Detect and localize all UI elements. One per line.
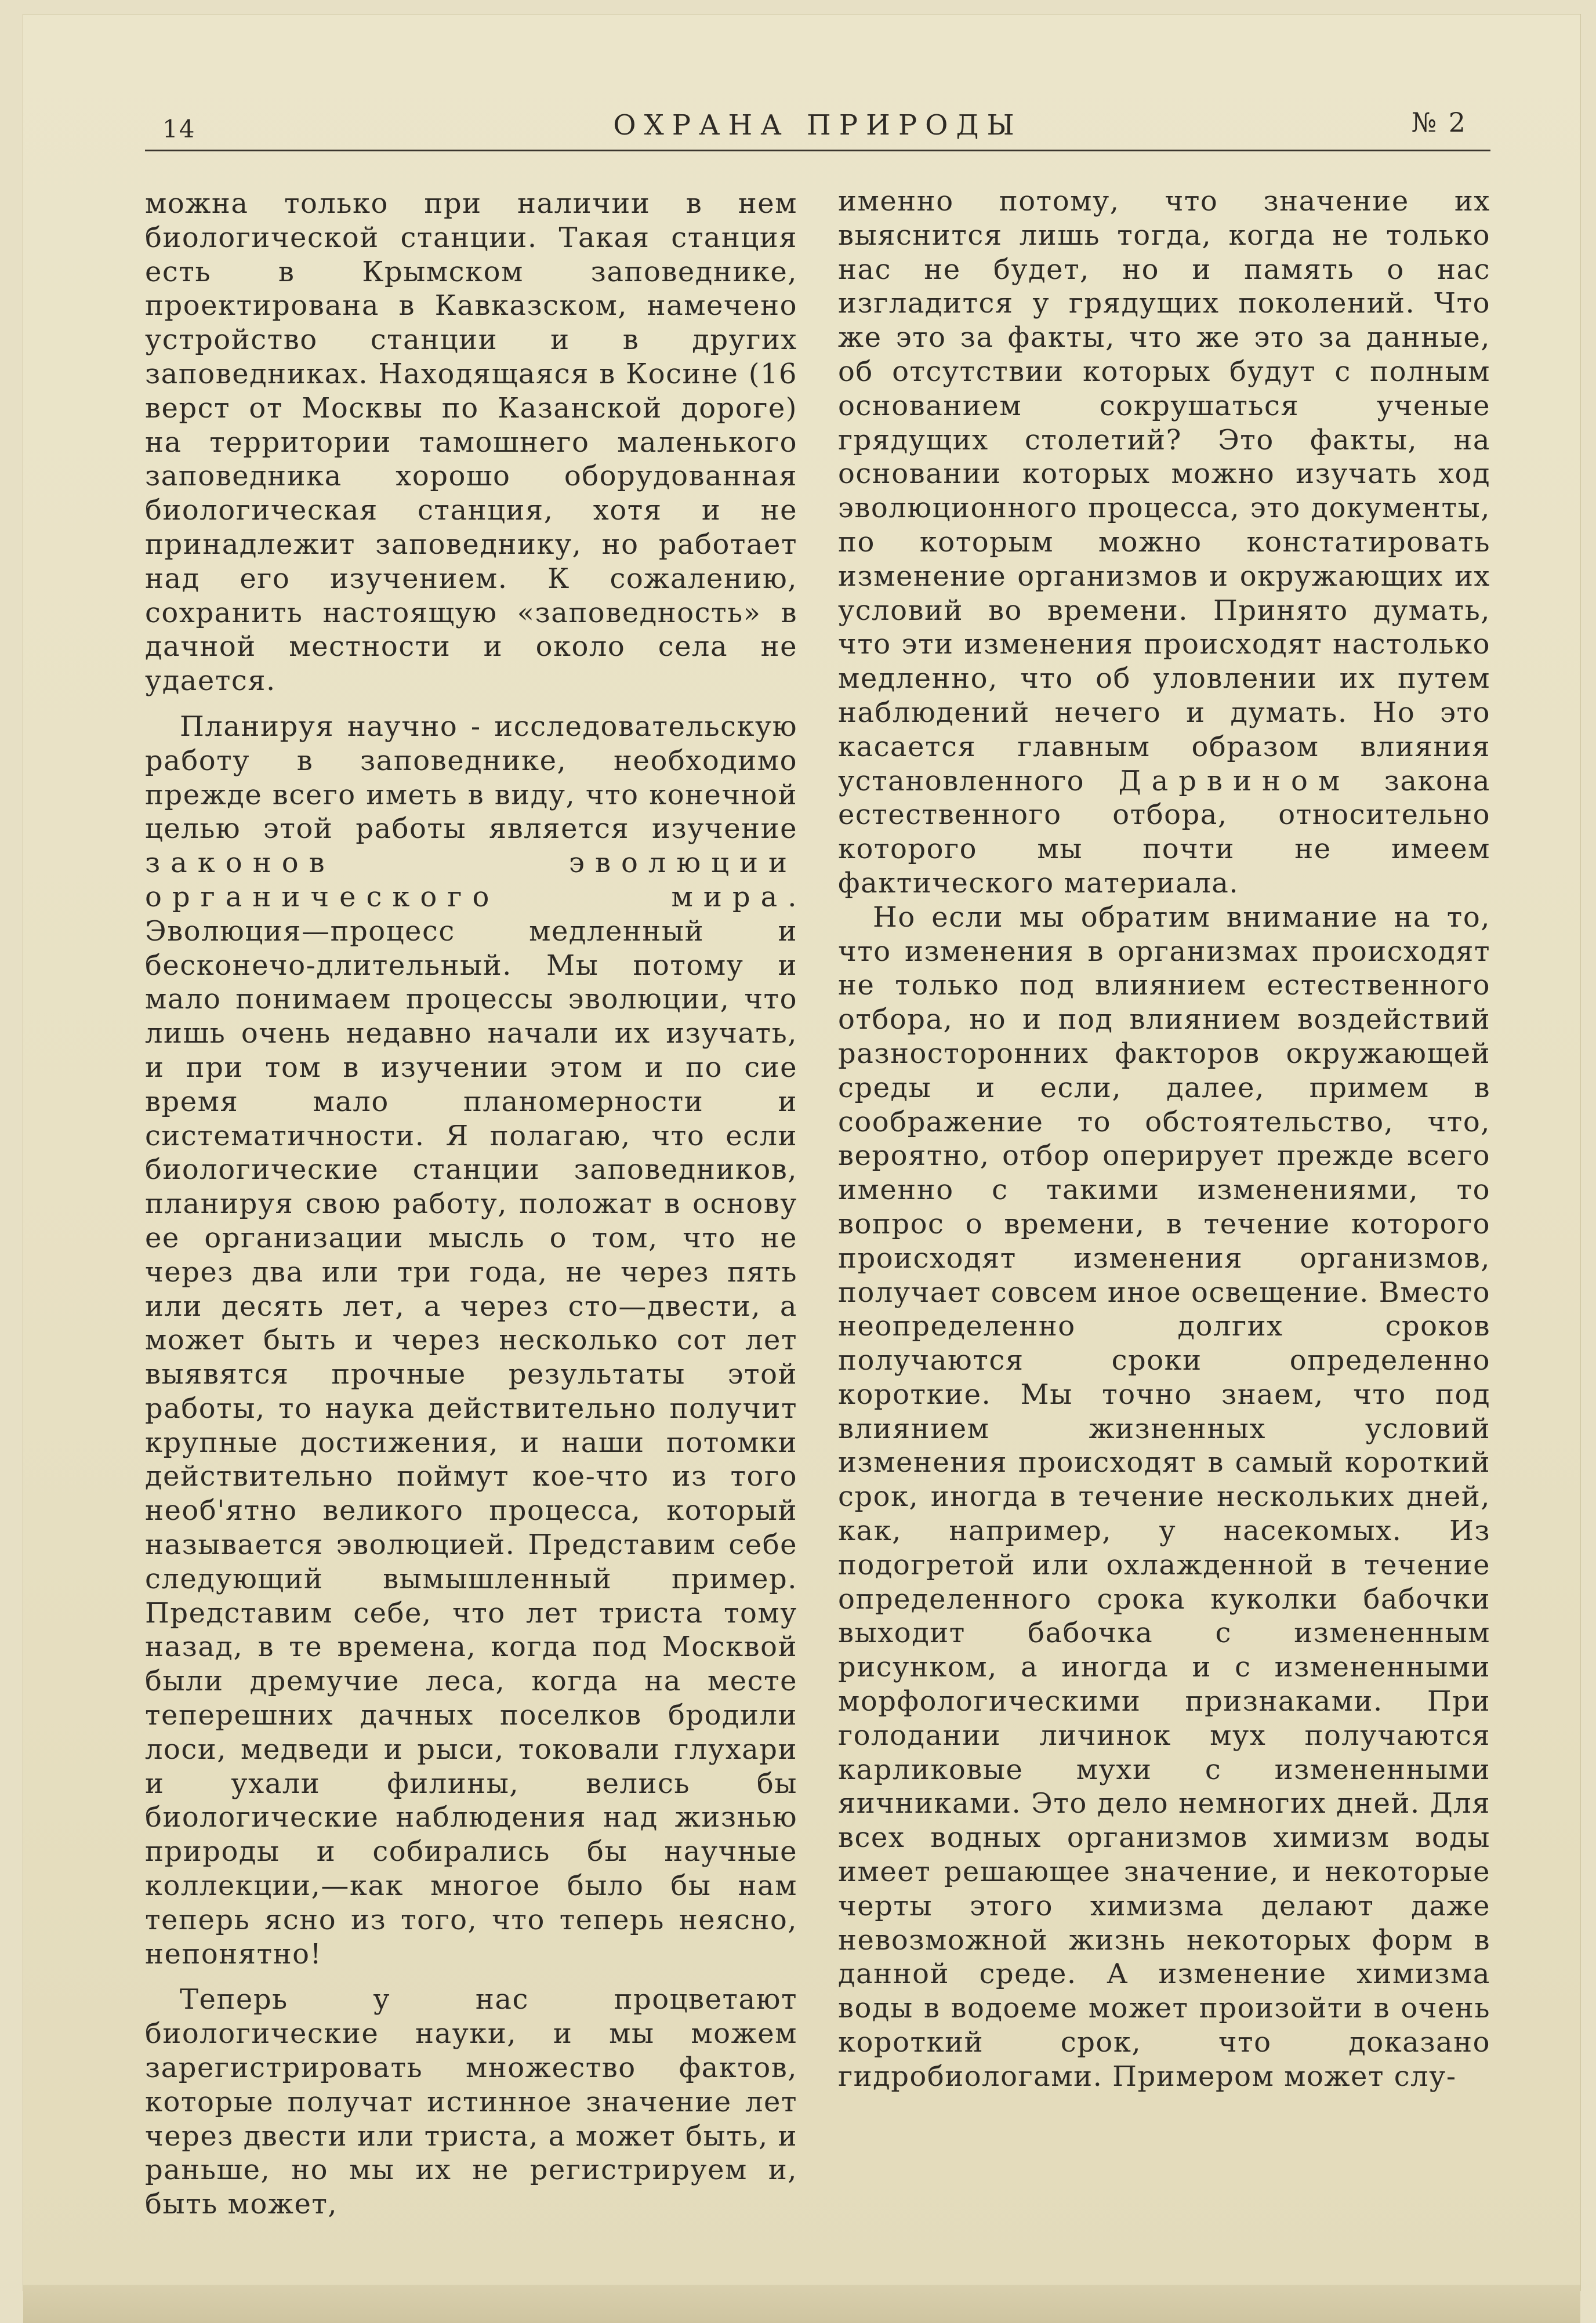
left-paragraph-2-end: . Эволюция—процесс медленный и бесконечо-длительный. Мы потому и мало понимаем процессы эволюции, что лишь очень недавно начали их изучать, и при том в изучении этом и по сие время мало планомерности и систематичности. Я полагаю, что если биологические станции заповедников, планируя свою работу, положат в основу ее организации мысль о том, что не через два или три года, не через пять или десять лет, а через сто—двести, а может быть и через несколько сот лет выявятся прочные результаты этой работы, то наука действительно получит крупные достижения, и наши потомки действительно поймут кое-что из того необ'ятно великого процесса, который называется эволюцией. Представим себе следующий вымышленный пример. Представим себе, что лет триста тому назад, в те времена, когда под Москвой были дремучие леса, когда на месте теперешних дачных поселков бродили лоси, медведи и рыси, токовали глухари и ухали филины, велись бы биологические наблюдения над жизнью природы и собирались бы научные коллекции,—как многое было бы нам теперь ясно из того, что теперь неясно, непонятно! — [145, 880, 797, 1970]
right-paragraph-1 — [838, 184, 1490, 901]
right-paragraph-1-end: закона естественного отбора, относительно которого мы почти не имеем фактического материала. — [838, 764, 1490, 899]
left-column — [145, 187, 797, 2222]
right-column — [838, 184, 1490, 2094]
right-paragraph-2: Но если мы обратим внимание на то, что изменения в организмах происходят не только под влиянием естественного отбора, но и под влиянием воздействий разносторонних факторов окружающей среды и если, далее, примем в соображение то обстоятельство, что, вероятно, отбор оперирует прежде всего именно с такими изменениями, то вопрос о времени, в течение которого происходят изменения организмов, получает совсем иное освещение. Вместо неопределенно долгих сроков получаются сроки определенно короткие. Мы точно знаем, что под влиянием жизненных условий изменения происходят в самый короткий срок, иногда в течение нескольких дней, как, например, у насекомых. Из подогретой или охлажденной в течение определенного срока куколки бабочки выходит бабочка с измененным рисунком, а иногда и с измененными морфологическими признаками. При голодании личинок мух получаются карликовые мухи с измененными яичниками. Это дело немногих дней. Для всех водных организмов химизм воды имеет решающее значение, и некоторые черты этого химизма делают даже невозможной жизнь некоторых форм в данной среде. А изменение химизма воды в водоеме может произойти в очень короткий срок, что доказано гидробиологами. Примером может слу- — [838, 901, 1490, 2093]
left-paragraph-3: Теперь у нас процветают биологические науки, и мы можем зарегистрировать множество фактов, которые получат истинное значение лет через двести или триста, а может быть, и раньше, но мы их не регистрируем и, быть может, — [145, 1983, 797, 2221]
page-edge — [23, 2285, 1580, 2323]
left-paragraph-2-start: Планируя научно - исследовательскую работу в заповеднике, необходимо прежде всего иметь в виду, что конечной целью этой работы является изучение — [145, 710, 797, 845]
left-paragraph-2 — [145, 710, 797, 1971]
spaced-emphasis-darwin: Дарвином — [1118, 764, 1351, 797]
issue-number: № 2 — [1411, 107, 1467, 138]
left-paragraph-1: можна только при наличии в нем биологической станции. Такая станция есть в Крымском заповеднике, проектирована в Кавказском, намечено устройство станции и в других заповедниках. Находящаяся в Косине (16 верст от Москвы по Казанской дороге) на территории тамошнего маленького заповедника хорошо оборудованная биологическая станция, хотя и не принадлежит заповеднику, но работает над его изучением. К сожалению, сохранить настоящую «заповедность» в дачной местности и около села не удается. — [145, 187, 797, 698]
right-paragraph-1-start: именно потому, что значение их выяснится лишь тогда, когда не только нас не будет, но и память о нас изгладится у грядущих поколений. Что же это за факты, что же это за данные, об отсутствии которых будут с полным основанием сокрушаться ученые грядущих столетий? Это факты, на основании которых можно изучать ход эволюционного процесса, это документы, по которым можно констатировать изменение организмов и окружающих их условий во времени. Принято думать, что эти изменения происходят настолько медленно, что об уловлении их путем наблюдений нечего и думать. Но это касается главным образом влияния установленного — [838, 185, 1490, 797]
journal-title: ОХРАНА ПРИРОДЫ — [613, 109, 1022, 141]
spaced-emphasis-evolution-laws: законов эволюции органического мира — [145, 847, 797, 913]
page-number: 14 — [162, 115, 196, 143]
page-header — [145, 104, 1490, 151]
